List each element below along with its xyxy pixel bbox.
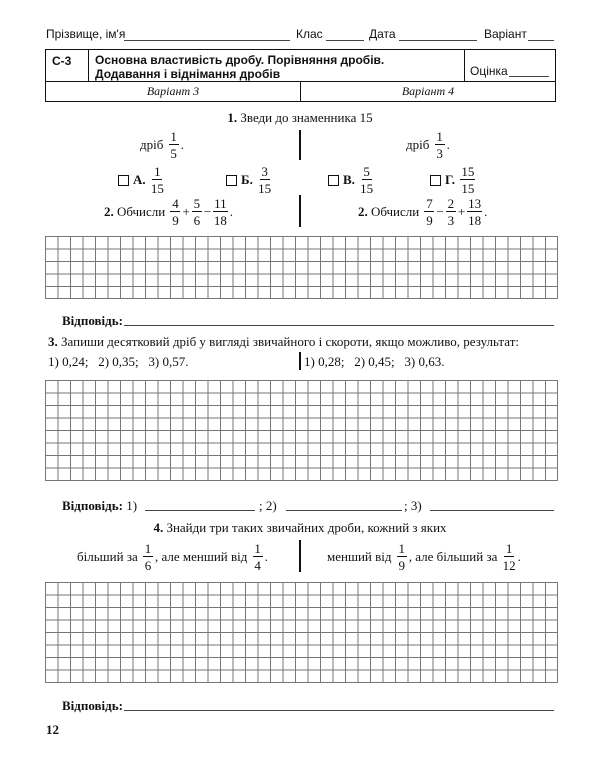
name-label: Прізвище, ім'я [46,27,126,41]
work-grid-1[interactable] [45,236,558,299]
task1-left-fraction: дріб $\frac{1}{5}$ . [140,129,184,161]
task3-heading: 3. Запиши десятковий дріб у вигляді звичайного і скороти, якщо можливо, результат: [48,334,519,349]
class-label: Клас [296,27,323,41]
class-field[interactable] [326,40,364,41]
task3-right: 1) 0,28; 2) 0,45; 3) 0,63. [304,354,445,369]
divider [299,540,301,572]
work-grid-2[interactable] [45,380,558,481]
task4-heading: 4. Знайди три таких звичайних дроби, кожний з яких [153,520,447,535]
variant-3-label: Варіант 3 [146,84,200,98]
task3-title: Запиши десятковий дріб у вигляді звичайного і скороти, якщо можливо, результат: [61,334,519,349]
work-grid-3[interactable] [45,582,558,683]
work-title [95,53,384,81]
option-v[interactable]: В. $\frac{5}{15}$ [328,165,375,195]
option-g[interactable]: Г. $\frac{15}{15}$ [430,165,477,195]
answer-line-4[interactable] [124,710,554,711]
answer-line-1[interactable] [124,325,554,326]
variant-label: Варіант [484,27,527,41]
date-label: Дата [369,27,396,41]
option-a-checkbox[interactable] [118,175,129,186]
date-field[interactable] [399,40,477,41]
task3-left: 1) 0,24; 2) 0,35; 3) 0,57. [48,354,189,369]
page-number: 12 [46,722,59,737]
task4-right: менший від $\frac{1}{9}$ , але більший за $\frac{1}{12}$ . [327,541,521,573]
answer-line-3-2[interactable] [286,510,402,511]
name-field[interactable] [124,40,290,41]
option-a[interactable]: А. $\frac{1}{15}$ [118,165,166,195]
variant-field[interactable] [528,40,554,41]
variant-4-label: Варіант 4 [401,84,455,98]
answer-sep-2: ; 2) [259,498,277,513]
option-b[interactable]: Б. $\frac{3}{15}$ [226,165,273,195]
task1-heading: 1. Зведи до знаменника 15 [227,110,373,125]
grade-field[interactable] [509,76,549,77]
task1-right-fraction: дріб $\frac{1}{3}$ . [406,129,450,161]
title-line-1: Основна властивість дробу. Порівняння дробів. [95,53,385,67]
task4-left: більший за $\frac{1}{6}$ , але менший від $\frac{1}{4}$ . [77,541,268,573]
title-line-2: Додавання і віднімання дробів [95,67,281,81]
divider [299,195,301,227]
option-b-checkbox[interactable] [226,175,237,186]
task4-title: Знайди три таких звичайних дроби, кожний з яких [166,520,447,535]
answer-row-3: Відповідь: 1) [62,498,138,513]
task2-right: 2. Обчисли $\frac{7}{9}$ − $\frac{2}{3}$ + $\frac{13}{18}$ . [358,196,488,228]
answer-label-4: Відповідь: [62,698,123,713]
answer-label-1: Відповідь: [62,313,123,328]
grade-label: Оцінка [470,64,508,78]
divider [299,130,301,160]
option-g-checkbox[interactable] [430,175,441,186]
task2-left: 2. Обчисли $\frac{4}{9}$ + $\frac{5}{6}$ − $\frac{11}{18}$ . [104,196,233,228]
divider [299,352,301,370]
answer-line-3-1[interactable] [145,510,255,511]
option-v-checkbox[interactable] [328,175,339,186]
title-box [45,49,556,102]
task1-title: Зведи до знаменника 15 [240,110,373,125]
answer-sep-3: ; 3) [404,498,422,513]
answer-line-3-3[interactable] [430,510,554,511]
work-code: С-3 [52,54,72,68]
